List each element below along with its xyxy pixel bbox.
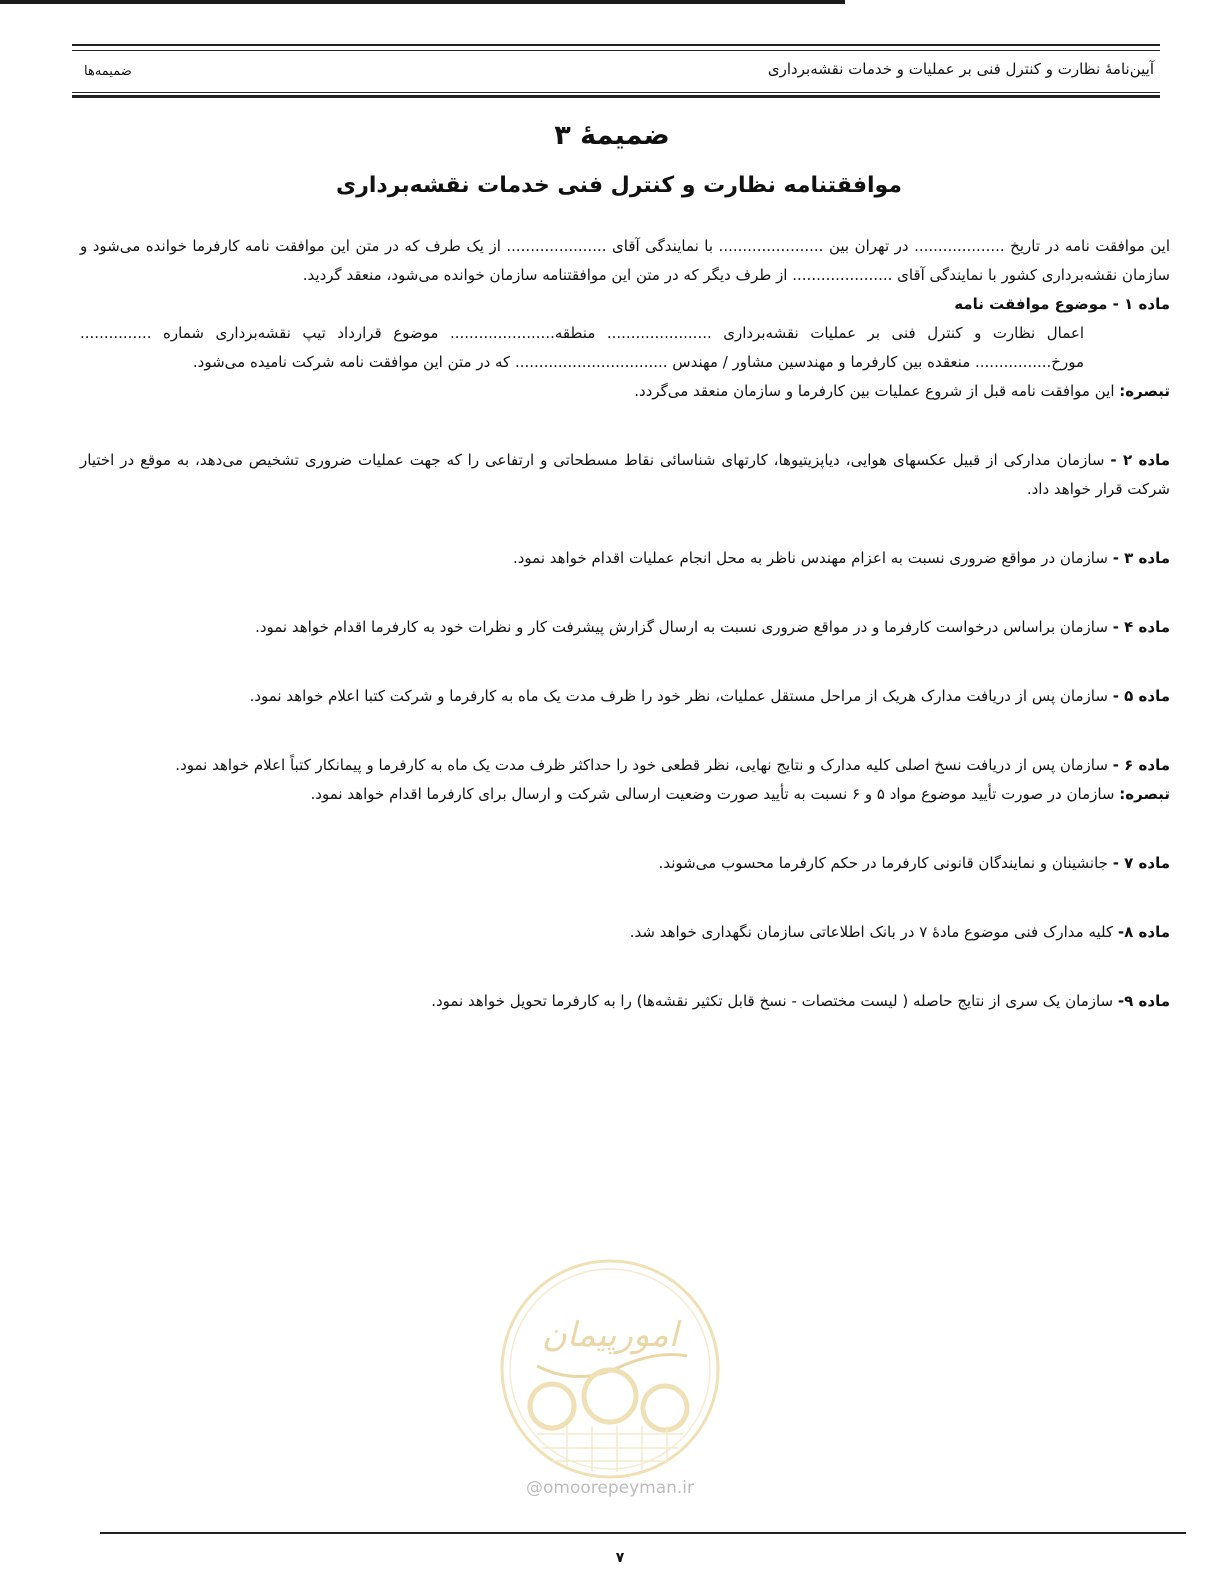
article-8 [80, 918, 1170, 947]
note-text: این موافقت نامه قبل از شروع عملیات بین کارفرما و سازمان منعقد می‌گردد. [634, 382, 1120, 400]
article-text: سازمان یک سری از نتایج حاصله ( لیست مختصات - نسخ قابل تکثیر نقشه‌ها) را به کارفرما تحویل خواهد نمود. [431, 992, 1118, 1010]
article-1-body: اعمال نظارت و کنترل فنی بر عملیات نقشه‌برداری ...................... منطقه...................... موضوع قرارداد تیپ نقشه‌برداری شماره ............... مورخ................ منعقده بین کارفرما و مهندسین مشاور / مهندس ................................ که در متن این موافقت نامه شرکت نامیده می‌شود. [80, 324, 1084, 371]
article-text: سازمان براساس درخواست کارفرما و در مواقع ضروری نسبت به ارسال گزارش پیشرفت کار و نظرات خود به کارفرما اقدام خواهد نمود. [255, 618, 1113, 636]
page-header [72, 44, 1160, 100]
page-title: ضمیمهٔ ۳ [554, 120, 670, 151]
article-text: سازمان در مواقع ضروری نسبت به اعزام مهندس ناظر به محل انجام عملیات اقدام خواهد نمود. [512, 549, 1113, 567]
article-text: جانشینان و نمایندگان قانونی کارفرما در حکم کارفرما محسوب می‌شوند. [658, 854, 1113, 872]
note-text: سازمان در صورت تأیید موضوع مواد ۵ و ۶ نسبت به تأیید صورت وضعیت ارسالی شرکت و ارسال برای کارفرما اقدام خواهد نمود. [310, 785, 1120, 803]
article-text: سازمان پس از دریافت مدارک هریک از مراحل مستقل عملیات، نظر خود را ظرف مدت یک ماه به کارفرما و شرکت کتبا اعلام خواهد نمود. [249, 687, 1113, 705]
article-6-note [80, 780, 1170, 809]
article-6 [80, 751, 1170, 780]
intro-paragraph: این موافقت نامه در تاریخ ................... در تهران بین ...................... با نمایندگی آقای ..................... از یک طرف که در متن این موافقت نامه کارفرما خوانده می‌شود و سازمان نقشه‌برداری کشور با نمایندگی آقای ..................... از طرف دیگر که در متن این موافقتنامه سازمان خوانده می‌شود، منعقد گردید. [80, 237, 1170, 284]
document-body [80, 232, 1170, 1016]
article-text: کلیه مدارک فنی موضوع مادهٔ ۷ در بانک اطلاعاتی سازمان نگهداری خواهد شد. [629, 923, 1118, 941]
footer-rule [100, 1532, 1186, 1534]
header-rule [72, 95, 1160, 98]
note-label: تبصره: [1119, 785, 1170, 803]
article-label: ماده ۳ - [1112, 549, 1170, 567]
svg-text:امورپیمان: امورپیمان [541, 1315, 679, 1355]
running-title: آیین‌نامهٔ نظارت و کنترل فنی بر عملیات و خدمات نقشه‌برداری [767, 60, 1154, 78]
section-label: ضمیمه‌ها [84, 64, 132, 79]
header-rule [72, 50, 1160, 51]
article-text: سازمان پس از دریافت نسخ اصلی کلیه مدارک و نتایج نهایی، نظر قطعی خود را حداکثر ظرف مدت یک ماه به کارفرما و پیمانکار کتباً اعلام خواهد نمود. [175, 756, 1113, 774]
watermark-seal-icon [497, 1256, 723, 1482]
article-label: ماده ۴ - [1112, 618, 1170, 636]
page-subtitle: موافقتنامه نظارت و کنترل فنی خدمات نقشه‌برداری [336, 173, 902, 198]
article-4 [80, 613, 1170, 642]
article-label: ماده ۲ - [1110, 451, 1170, 469]
scan-edge-bar [0, 0, 845, 4]
watermark-caption: @omoorepeyman.ir [525, 1478, 695, 1498]
header-rule [72, 92, 1160, 93]
article-label: ماده ۶ - [1112, 756, 1170, 774]
note-label: تبصره: [1119, 382, 1170, 400]
article-label: ماده ۹- [1117, 992, 1170, 1010]
article-7 [80, 849, 1170, 878]
article-5 [80, 682, 1170, 711]
article-text: سازمان مدارکی از قبیل عکسهای هوایی، دیاپزیتیوها، کارتهای شناسائی نقاط مسطحاتی و ارتفاعی را که جهت عملیات ضروری تشخیص می‌دهد، به موقع در اختیار شرکت قرار خواهد داد. [80, 451, 1170, 498]
header-rule [72, 44, 1160, 46]
article-3 [80, 544, 1170, 573]
article-label: ماده ۵ - [1112, 687, 1170, 705]
article-label: ماده ۷ - [1112, 854, 1170, 872]
article-2 [80, 446, 1170, 504]
article-9 [80, 987, 1170, 1016]
article-1-note [80, 377, 1170, 406]
article-label: ماده ۸- [1117, 923, 1170, 941]
page-number: ۷ [615, 1550, 625, 1566]
article-1-title: ماده ۱ - موضوع موافقت نامه [954, 295, 1170, 313]
